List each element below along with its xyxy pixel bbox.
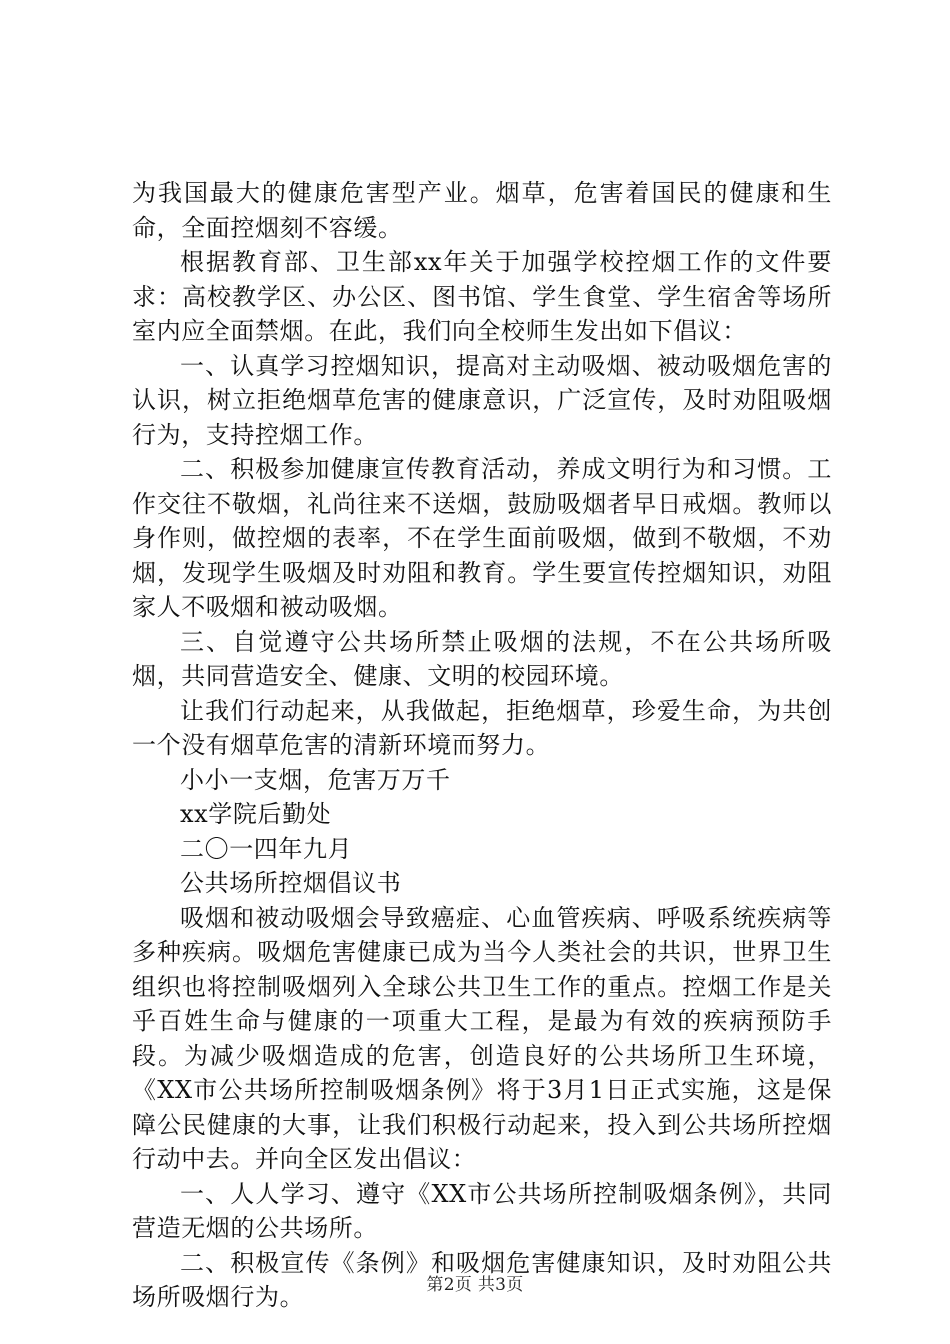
paragraph: 二、积极宣传《条例》和吸烟危害健康知识，及时劝阻公共场所吸烟行为。: [132, 1248, 832, 1311]
slogan: 小小一支烟，危害万万千: [180, 765, 451, 794]
paragraph: 根据教育部、卫生部xx年关于加强学校控烟工作的文件要求：高校教学区、办公区、图书馆、学生食堂、学生宿舍等场所室内应全面禁烟。在此，我们向全校师生发出如下倡议：: [132, 248, 832, 345]
paragraph: 让我们行动起来，从我做起，拒绝烟草，珍爱生命，为共创一个没有烟草危害的清新环境而努力。: [132, 696, 832, 759]
paragraph: 二、积极参加健康宣传教育活动，养成文明行为和习惯。工作交往不敬烟，礼尚往来不送烟，鼓励吸烟者早日戒烟。教师以身作则，做控烟的表率，不在学生面前吸烟，做到不敬烟，不劝烟，发现学生吸烟及时劝阻和教育。学生要宣传控烟知识，劝阻家人不吸烟和被动吸烟。: [132, 455, 832, 621]
paragraph: 为我国最大的健康危害型产业。烟草，危害着国民的健康和生命，全面控烟刻不容缓。: [132, 179, 832, 242]
paragraph: 一、认真学习控烟知识，提高对主动吸烟、被动吸烟危害的认识，树立拒绝烟草危害的健康意识，广泛宣传，及时劝阻吸烟行为，支持控烟工作。: [132, 351, 832, 449]
document-body: [132, 176, 832, 1315]
paragraph: 三、自觉遵守公共场所禁止吸烟的法规，不在公共场所吸烟，共同营造安全、健康、文明的校园环境。: [132, 627, 832, 690]
paragraph: 吸烟和被动吸烟会导致癌症、心血管疾病、呼吸系统疾病等多种疾病。吸烟危害健康已成为当今人类社会的共识，世界卫生组织也将控制吸烟列入全球公共卫生工作的重点。控烟工作是关乎百姓生命与健康的一项重大工程，是最为有效的疾病预防手段。为减少吸烟造成的危害，创造良好的公共场所卫生环境，《XX市公共场所控制吸烟条例》将于3月1日正式实施，这是保障公民健康的大事，让我们积极行动起来，投入到公共场所控烟行动中去。并向全区发出倡议：: [132, 903, 832, 1173]
paragraph: 一、人人学习、遵守《XX市公共场所控制吸烟条例》，共同营造无烟的公共场所。: [132, 1179, 832, 1242]
section-title: 公共场所控烟倡议书: [180, 869, 402, 897]
signature-organization: xx学院后勤处: [180, 800, 332, 828]
page-number-footer: 第2页 共3页: [426, 1275, 524, 1295]
signature-date: 二〇一四年九月: [180, 834, 353, 863]
